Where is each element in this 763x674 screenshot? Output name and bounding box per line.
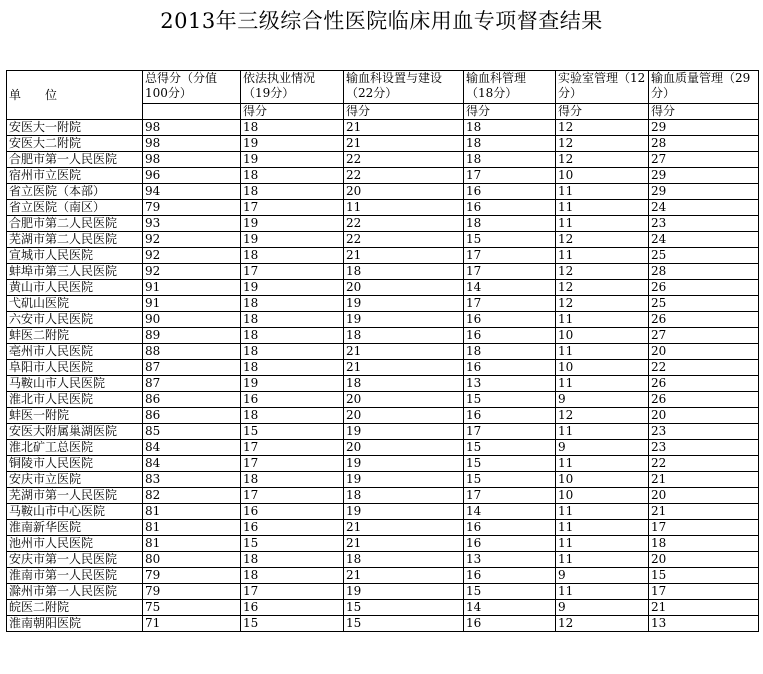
score-cell: 20 bbox=[344, 184, 464, 200]
score-cell: 10 bbox=[556, 360, 649, 376]
hospital-name-cell: 蚌医一附院 bbox=[7, 408, 143, 424]
score-cell: 16 bbox=[464, 536, 556, 552]
score-cell: 21 bbox=[344, 568, 464, 584]
score-cell: 18 bbox=[241, 344, 344, 360]
score-cell: 28 bbox=[649, 136, 759, 152]
score-cell: 26 bbox=[649, 392, 759, 408]
hospital-name-cell: 池州市人民医院 bbox=[7, 536, 143, 552]
score-cell: 15 bbox=[464, 472, 556, 488]
score-cell: 11 bbox=[556, 552, 649, 568]
score-cell: 15 bbox=[241, 616, 344, 632]
score-cell: 18 bbox=[344, 552, 464, 568]
total-score-cell: 79 bbox=[143, 584, 241, 600]
score-cell: 17 bbox=[464, 296, 556, 312]
hospital-name-cell: 淮南市第一人民医院 bbox=[7, 568, 143, 584]
score-cell: 17 bbox=[464, 248, 556, 264]
score-cell: 18 bbox=[241, 408, 344, 424]
hospital-name-cell: 宿州市立医院 bbox=[7, 168, 143, 184]
subheader-total-empty bbox=[143, 104, 241, 120]
score-cell: 13 bbox=[649, 616, 759, 632]
score-cell: 17 bbox=[464, 424, 556, 440]
score-cell: 11 bbox=[556, 200, 649, 216]
subheader-score-3: 得分 bbox=[464, 104, 556, 120]
score-cell: 18 bbox=[344, 488, 464, 504]
subheader-score-5: 得分 bbox=[649, 104, 759, 120]
score-cell: 12 bbox=[556, 616, 649, 632]
score-cell: 15 bbox=[464, 440, 556, 456]
score-cell: 11 bbox=[556, 584, 649, 600]
score-cell: 11 bbox=[556, 184, 649, 200]
score-cell: 21 bbox=[344, 520, 464, 536]
score-cell: 11 bbox=[556, 344, 649, 360]
score-cell: 25 bbox=[649, 248, 759, 264]
page-title: 2013年三级综合性医院临床用血专项督查结果 bbox=[160, 9, 603, 33]
hospital-name-cell: 合肥市第二人民医院 bbox=[7, 216, 143, 232]
score-cell: 17 bbox=[464, 264, 556, 280]
table-row bbox=[7, 248, 759, 264]
score-cell: 15 bbox=[344, 600, 464, 616]
score-cell: 22 bbox=[344, 152, 464, 168]
score-cell: 29 bbox=[649, 168, 759, 184]
score-cell: 15 bbox=[344, 616, 464, 632]
hospital-name-cell: 蚌医二附院 bbox=[7, 328, 143, 344]
hospital-name-cell: 省立医院（本部） bbox=[7, 184, 143, 200]
score-cell: 27 bbox=[649, 328, 759, 344]
table-row bbox=[7, 280, 759, 296]
score-cell: 17 bbox=[464, 488, 556, 504]
score-cell: 13 bbox=[464, 376, 556, 392]
total-score-cell: 71 bbox=[143, 616, 241, 632]
total-score-cell: 83 bbox=[143, 472, 241, 488]
score-cell: 11 bbox=[556, 216, 649, 232]
header-col-1: 依法执业情况（19分） bbox=[241, 71, 344, 104]
score-cell: 21 bbox=[344, 360, 464, 376]
score-cell: 12 bbox=[556, 280, 649, 296]
score-cell: 21 bbox=[649, 504, 759, 520]
score-cell: 10 bbox=[556, 328, 649, 344]
total-score-cell: 87 bbox=[143, 376, 241, 392]
score-cell: 19 bbox=[344, 584, 464, 600]
total-score-cell: 80 bbox=[143, 552, 241, 568]
results-table bbox=[6, 70, 759, 632]
score-cell: 11 bbox=[556, 456, 649, 472]
table-row bbox=[7, 376, 759, 392]
total-score-cell: 89 bbox=[143, 328, 241, 344]
score-cell: 27 bbox=[649, 152, 759, 168]
score-cell: 22 bbox=[344, 168, 464, 184]
score-cell: 11 bbox=[556, 520, 649, 536]
score-cell: 19 bbox=[241, 232, 344, 248]
score-cell: 29 bbox=[649, 120, 759, 136]
score-cell: 10 bbox=[556, 168, 649, 184]
header-col-2: 输血科设置与建设（22分） bbox=[344, 71, 464, 104]
score-cell: 16 bbox=[241, 600, 344, 616]
score-cell: 19 bbox=[344, 472, 464, 488]
score-cell: 26 bbox=[649, 280, 759, 296]
score-cell: 18 bbox=[241, 248, 344, 264]
total-score-cell: 87 bbox=[143, 360, 241, 376]
score-cell: 17 bbox=[464, 168, 556, 184]
score-cell: 18 bbox=[464, 216, 556, 232]
table-row bbox=[7, 552, 759, 568]
score-cell: 19 bbox=[344, 504, 464, 520]
hospital-name-cell: 合肥市第一人民医院 bbox=[7, 152, 143, 168]
score-cell: 17 bbox=[241, 584, 344, 600]
score-cell: 17 bbox=[241, 456, 344, 472]
subheader-score-2: 得分 bbox=[344, 104, 464, 120]
hospital-name-cell: 安庆市第一人民医院 bbox=[7, 552, 143, 568]
score-cell: 14 bbox=[464, 504, 556, 520]
table-row bbox=[7, 520, 759, 536]
score-cell: 18 bbox=[241, 184, 344, 200]
score-cell: 18 bbox=[241, 472, 344, 488]
total-score-cell: 79 bbox=[143, 568, 241, 584]
score-cell: 18 bbox=[464, 136, 556, 152]
score-cell: 26 bbox=[649, 312, 759, 328]
score-cell: 12 bbox=[556, 152, 649, 168]
table-row bbox=[7, 488, 759, 504]
total-score-cell: 98 bbox=[143, 152, 241, 168]
score-cell: 18 bbox=[344, 264, 464, 280]
total-score-cell: 91 bbox=[143, 280, 241, 296]
score-cell: 19 bbox=[241, 280, 344, 296]
score-cell: 21 bbox=[344, 248, 464, 264]
score-cell: 21 bbox=[344, 120, 464, 136]
hospital-name-cell: 省立医院（南区） bbox=[7, 200, 143, 216]
total-score-cell: 84 bbox=[143, 440, 241, 456]
table-row bbox=[7, 200, 759, 216]
score-cell: 17 bbox=[649, 584, 759, 600]
score-cell: 25 bbox=[649, 296, 759, 312]
score-cell: 18 bbox=[241, 120, 344, 136]
hospital-name-cell: 芜湖市第一人民医院 bbox=[7, 488, 143, 504]
hospital-name-cell: 马鞍山市人民医院 bbox=[7, 376, 143, 392]
table-row bbox=[7, 312, 759, 328]
score-cell: 19 bbox=[241, 216, 344, 232]
table-row bbox=[7, 344, 759, 360]
table-row bbox=[7, 456, 759, 472]
hospital-name-cell: 芜湖市第二人民医院 bbox=[7, 232, 143, 248]
table-row bbox=[7, 120, 759, 136]
score-cell: 11 bbox=[556, 376, 649, 392]
score-cell: 15 bbox=[241, 536, 344, 552]
score-cell: 19 bbox=[241, 152, 344, 168]
score-cell: 21 bbox=[344, 536, 464, 552]
score-cell: 26 bbox=[649, 376, 759, 392]
table-row bbox=[7, 296, 759, 312]
score-cell: 15 bbox=[649, 568, 759, 584]
score-cell: 16 bbox=[464, 360, 556, 376]
score-cell: 20 bbox=[649, 552, 759, 568]
score-cell: 17 bbox=[241, 488, 344, 504]
total-score-cell: 94 bbox=[143, 184, 241, 200]
score-cell: 21 bbox=[649, 472, 759, 488]
score-cell: 10 bbox=[556, 488, 649, 504]
score-cell: 23 bbox=[649, 424, 759, 440]
table-row bbox=[7, 232, 759, 248]
score-cell: 20 bbox=[344, 408, 464, 424]
score-cell: 23 bbox=[649, 216, 759, 232]
total-score-cell: 75 bbox=[143, 600, 241, 616]
hospital-name-cell: 蚌埠市第三人民医院 bbox=[7, 264, 143, 280]
score-cell: 12 bbox=[556, 136, 649, 152]
score-cell: 22 bbox=[344, 232, 464, 248]
score-cell: 18 bbox=[649, 536, 759, 552]
hospital-name-cell: 皖医二附院 bbox=[7, 600, 143, 616]
subheader-score-4: 得分 bbox=[556, 104, 649, 120]
score-cell: 15 bbox=[464, 232, 556, 248]
table-row bbox=[7, 152, 759, 168]
score-cell: 15 bbox=[241, 424, 344, 440]
total-score-cell: 81 bbox=[143, 504, 241, 520]
hospital-name-cell: 安医大一附院 bbox=[7, 120, 143, 136]
score-cell: 14 bbox=[464, 600, 556, 616]
score-cell: 20 bbox=[649, 408, 759, 424]
total-score-cell: 81 bbox=[143, 520, 241, 536]
score-cell: 21 bbox=[344, 344, 464, 360]
hospital-name-cell: 黄山市人民医院 bbox=[7, 280, 143, 296]
hospital-name-cell: 安医大附属巢湖医院 bbox=[7, 424, 143, 440]
score-cell: 20 bbox=[344, 280, 464, 296]
score-cell: 11 bbox=[556, 424, 649, 440]
hospital-name-cell: 淮北市人民医院 bbox=[7, 392, 143, 408]
subheader-score-1: 得分 bbox=[241, 104, 344, 120]
score-cell: 28 bbox=[649, 264, 759, 280]
score-cell: 20 bbox=[344, 440, 464, 456]
score-cell: 16 bbox=[241, 520, 344, 536]
table-row bbox=[7, 136, 759, 152]
header-col-5: 输血质量管理（29分） bbox=[649, 71, 759, 104]
score-cell: 18 bbox=[344, 328, 464, 344]
total-score-cell: 91 bbox=[143, 296, 241, 312]
total-score-cell: 98 bbox=[143, 136, 241, 152]
header-col-3: 输血科管理（18分） bbox=[464, 71, 556, 104]
score-cell: 14 bbox=[464, 280, 556, 296]
score-cell: 19 bbox=[344, 456, 464, 472]
total-score-cell: 86 bbox=[143, 408, 241, 424]
score-cell: 17 bbox=[649, 520, 759, 536]
score-cell: 9 bbox=[556, 440, 649, 456]
score-cell: 29 bbox=[649, 184, 759, 200]
score-cell: 20 bbox=[344, 392, 464, 408]
hospital-name-cell: 宣城市人民医院 bbox=[7, 248, 143, 264]
score-cell: 18 bbox=[241, 328, 344, 344]
hospital-name-cell: 淮南朝阳医院 bbox=[7, 616, 143, 632]
score-cell: 18 bbox=[464, 152, 556, 168]
table-row bbox=[7, 424, 759, 440]
score-cell: 11 bbox=[556, 312, 649, 328]
total-score-cell: 88 bbox=[143, 344, 241, 360]
score-cell: 18 bbox=[241, 360, 344, 376]
header-total: 总得分（分值100分） bbox=[143, 71, 241, 104]
total-score-cell: 79 bbox=[143, 200, 241, 216]
score-cell: 24 bbox=[649, 200, 759, 216]
hospital-name-cell: 安医大二附院 bbox=[7, 136, 143, 152]
score-cell: 12 bbox=[556, 408, 649, 424]
score-cell: 9 bbox=[556, 568, 649, 584]
total-score-cell: 86 bbox=[143, 392, 241, 408]
hospital-name-cell: 安庆市立医院 bbox=[7, 472, 143, 488]
table-row bbox=[7, 184, 759, 200]
header-row bbox=[7, 71, 759, 104]
table-row bbox=[7, 264, 759, 280]
score-cell: 19 bbox=[344, 312, 464, 328]
table-row bbox=[7, 568, 759, 584]
score-cell: 13 bbox=[464, 552, 556, 568]
total-score-cell: 92 bbox=[143, 232, 241, 248]
score-cell: 21 bbox=[344, 136, 464, 152]
hospital-name-cell: 淮南新华医院 bbox=[7, 520, 143, 536]
score-cell: 19 bbox=[241, 376, 344, 392]
score-cell: 18 bbox=[241, 168, 344, 184]
score-cell: 17 bbox=[241, 200, 344, 216]
total-score-cell: 92 bbox=[143, 264, 241, 280]
score-cell: 16 bbox=[464, 520, 556, 536]
score-cell: 12 bbox=[556, 264, 649, 280]
score-cell: 16 bbox=[464, 568, 556, 584]
table-row bbox=[7, 600, 759, 616]
table-row bbox=[7, 360, 759, 376]
total-score-cell: 90 bbox=[143, 312, 241, 328]
score-cell: 18 bbox=[344, 376, 464, 392]
score-cell: 20 bbox=[649, 344, 759, 360]
table-row bbox=[7, 504, 759, 520]
score-cell: 15 bbox=[464, 392, 556, 408]
score-cell: 18 bbox=[464, 120, 556, 136]
total-score-cell: 96 bbox=[143, 168, 241, 184]
score-cell: 12 bbox=[556, 296, 649, 312]
score-cell: 24 bbox=[649, 232, 759, 248]
score-cell: 22 bbox=[649, 456, 759, 472]
score-cell: 21 bbox=[649, 600, 759, 616]
total-score-cell: 81 bbox=[143, 536, 241, 552]
score-cell: 18 bbox=[464, 344, 556, 360]
hospital-name-cell: 淮北矿工总医院 bbox=[7, 440, 143, 456]
total-score-cell: 92 bbox=[143, 248, 241, 264]
hospital-name-cell: 六安市人民医院 bbox=[7, 312, 143, 328]
score-cell: 16 bbox=[241, 504, 344, 520]
hospital-name-cell: 铜陵市人民医院 bbox=[7, 456, 143, 472]
score-cell: 16 bbox=[464, 312, 556, 328]
score-cell: 18 bbox=[241, 312, 344, 328]
hospital-name-cell: 阜阳市人民医院 bbox=[7, 360, 143, 376]
table-row bbox=[7, 584, 759, 600]
score-cell: 15 bbox=[464, 456, 556, 472]
table-row bbox=[7, 408, 759, 424]
total-score-cell: 84 bbox=[143, 456, 241, 472]
score-cell: 17 bbox=[241, 440, 344, 456]
score-cell: 19 bbox=[344, 424, 464, 440]
total-score-cell: 82 bbox=[143, 488, 241, 504]
score-cell: 18 bbox=[241, 552, 344, 568]
score-cell: 19 bbox=[241, 136, 344, 152]
score-cell: 12 bbox=[556, 232, 649, 248]
hospital-name-cell: 弋矶山医院 bbox=[7, 296, 143, 312]
table-row bbox=[7, 216, 759, 232]
score-cell: 11 bbox=[556, 504, 649, 520]
header-unit: 单 位 bbox=[7, 71, 143, 120]
score-cell: 22 bbox=[344, 216, 464, 232]
score-cell: 15 bbox=[464, 584, 556, 600]
score-cell: 16 bbox=[464, 184, 556, 200]
score-cell: 19 bbox=[344, 296, 464, 312]
hospital-name-cell: 滁州市第一人民医院 bbox=[7, 584, 143, 600]
score-cell: 20 bbox=[649, 488, 759, 504]
score-cell: 18 bbox=[241, 296, 344, 312]
total-score-cell: 85 bbox=[143, 424, 241, 440]
score-cell: 16 bbox=[464, 200, 556, 216]
table-row bbox=[7, 168, 759, 184]
header-col-4: 实验室管理（12分） bbox=[556, 71, 649, 104]
score-cell: 16 bbox=[464, 408, 556, 424]
table-row bbox=[7, 440, 759, 456]
score-cell: 23 bbox=[649, 440, 759, 456]
table-row bbox=[7, 472, 759, 488]
table-row bbox=[7, 616, 759, 632]
score-cell: 16 bbox=[241, 392, 344, 408]
score-cell: 10 bbox=[556, 472, 649, 488]
score-cell: 16 bbox=[464, 328, 556, 344]
score-cell: 17 bbox=[241, 264, 344, 280]
score-cell: 9 bbox=[556, 392, 649, 408]
score-cell: 9 bbox=[556, 600, 649, 616]
score-cell: 11 bbox=[556, 248, 649, 264]
score-cell: 22 bbox=[649, 360, 759, 376]
score-cell: 18 bbox=[241, 568, 344, 584]
total-score-cell: 98 bbox=[143, 120, 241, 136]
table-row bbox=[7, 536, 759, 552]
score-cell: 11 bbox=[344, 200, 464, 216]
hospital-name-cell: 亳州市人民医院 bbox=[7, 344, 143, 360]
hospital-name-cell: 马鞍山市中心医院 bbox=[7, 504, 143, 520]
score-cell: 16 bbox=[464, 616, 556, 632]
table-row bbox=[7, 328, 759, 344]
table-row bbox=[7, 392, 759, 408]
score-cell: 12 bbox=[556, 120, 649, 136]
total-score-cell: 93 bbox=[143, 216, 241, 232]
score-cell: 11 bbox=[556, 536, 649, 552]
